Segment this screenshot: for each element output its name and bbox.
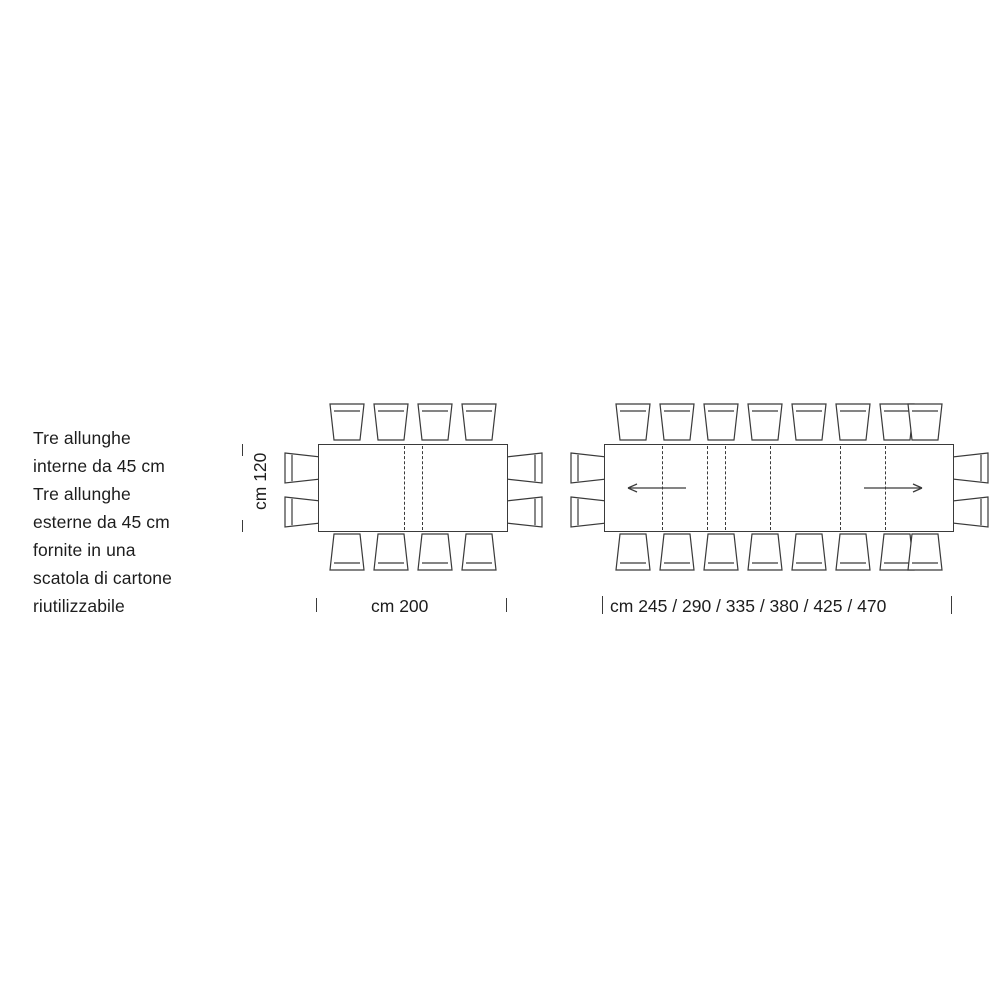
description-line-6: scatola di cartone xyxy=(33,568,172,588)
ext-chair-top-6 xyxy=(833,402,873,442)
extension-arrow-left-icon xyxy=(626,480,688,501)
ext-width-tick-left xyxy=(602,596,603,614)
chair-top-1 xyxy=(327,402,367,442)
ext-chair-top-1 xyxy=(613,402,653,442)
ext-chair-bottom-6 xyxy=(833,532,873,572)
description-line-3: Tre allunghe xyxy=(33,484,131,504)
extension-arrow-right-icon xyxy=(862,480,924,501)
ext-extension-line-4 xyxy=(770,446,771,530)
ext-chair-bottom-1 xyxy=(613,532,653,572)
description-line-1: Tre allunghe xyxy=(33,428,131,448)
chair-bottom-3 xyxy=(415,532,455,572)
ext-chair-bottom-2 xyxy=(657,532,697,572)
ext-chair-bottom-4 xyxy=(745,532,785,572)
description-line-4: esterne da 45 cm xyxy=(33,512,170,532)
ext-width-dimension-label: cm 245 / 290 / 335 / 380 / 425 / 470 xyxy=(610,596,887,616)
description-line-2: interne da 45 cm xyxy=(33,456,165,476)
width-dimension-label: cm 200 xyxy=(371,596,429,616)
chair-right-2 xyxy=(504,492,544,532)
depth-dimension-label: cm 120 xyxy=(250,452,270,510)
ext-extension-line-2 xyxy=(707,446,708,530)
depth-tick-top xyxy=(242,444,243,456)
description-text xyxy=(33,424,243,620)
ext-chair-left-1 xyxy=(569,448,609,488)
chair-bottom-4 xyxy=(459,532,499,572)
chair-right-1 xyxy=(504,448,544,488)
ext-extension-line-3 xyxy=(725,446,726,530)
chair-top-4 xyxy=(459,402,499,442)
chair-top-3 xyxy=(415,402,455,442)
ext-chair-top-8 xyxy=(905,402,945,442)
ext-chair-left-2 xyxy=(569,492,609,532)
depth-tick-bottom xyxy=(242,520,243,532)
ext-chair-top-2 xyxy=(657,402,697,442)
ext-extension-line-5 xyxy=(840,446,841,530)
table-surface-closed xyxy=(318,444,508,532)
ext-chair-top-5 xyxy=(789,402,829,442)
ext-chair-bottom-8 xyxy=(905,532,945,572)
ext-chair-bottom-3 xyxy=(701,532,741,572)
extension-line-1 xyxy=(404,446,405,530)
ext-chair-right-2 xyxy=(950,492,990,532)
chair-bottom-2 xyxy=(371,532,411,572)
width-tick-right xyxy=(506,598,507,612)
description-line-7: riutilizzabile xyxy=(33,596,125,616)
chair-top-2 xyxy=(371,402,411,442)
width-tick-left xyxy=(316,598,317,612)
ext-chair-bottom-5 xyxy=(789,532,829,572)
ext-chair-top-3 xyxy=(701,402,741,442)
chair-left-2 xyxy=(283,492,323,532)
ext-chair-right-1 xyxy=(950,448,990,488)
extension-line-2 xyxy=(422,446,423,530)
description-line-5: fornite in una xyxy=(33,540,136,560)
chair-bottom-1 xyxy=(327,532,367,572)
ext-width-tick-right xyxy=(951,596,952,614)
ext-chair-top-4 xyxy=(745,402,785,442)
chair-left-1 xyxy=(283,448,323,488)
